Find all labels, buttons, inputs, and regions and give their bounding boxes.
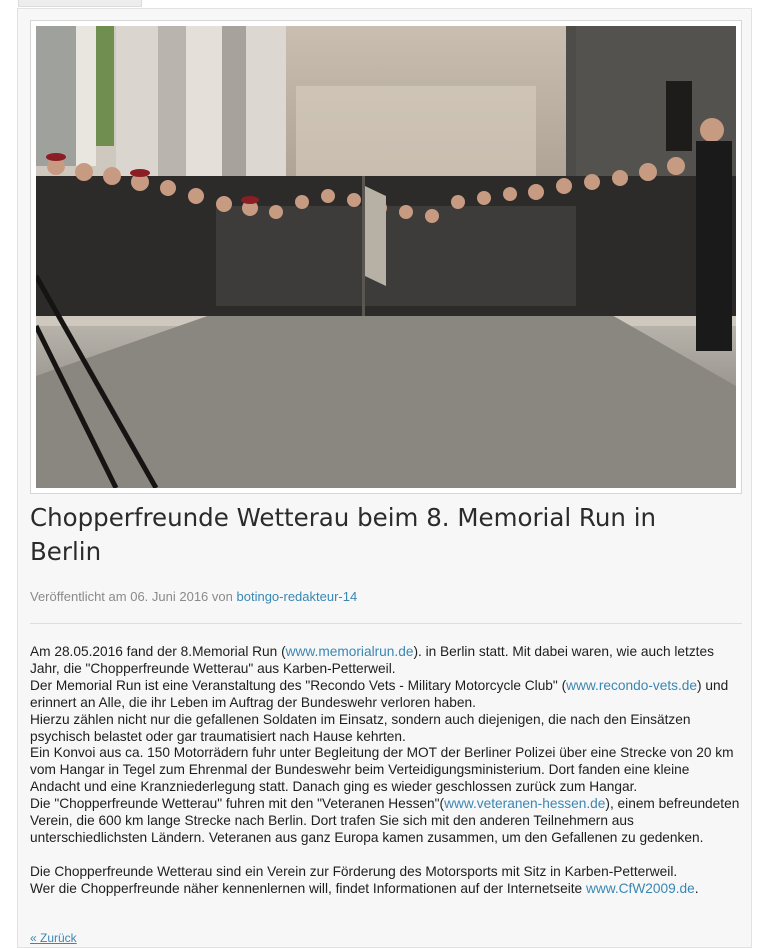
text-run: ) und erinnert an Alle, die ihr Leben im Auftrag der Bundeswehr verloren haben. (30, 677, 729, 710)
text-run: ), einem befreundeten Verein, die 600 km lange Strecke nach Berlin. Dort trafen Sie sich mit den anderen Teilnehmern aus unterschiedlichsten Ländern. Veteranen aus ganz Europa kamen zusammen, um den Gefallenen zu gedenken. (30, 796, 740, 845)
text-run: Ein Konvoi aus ca. 150 Motorrädern fuhr unter Begleitung der MOT der Berliner Polizei über eine Strecke von 20 km vom Hangar in Tegel zum Ehrenmal der Bundeswehr beim Verteidigungsministerium. Dort fanden eine kleine Andacht und eine Kranzniederlegung statt. Danach ging es wieder geschlossen zurück zum Hangar. (30, 745, 734, 795)
text-run: Die Chopperfreunde Wetterau sind ein Verein zur Förderung des Motorsports mit Sitz in Karben-Petterweil. (30, 863, 678, 879)
text-run: ). in Berlin statt. Mit dabei waren, wie auch letztes Jahr, die "Chopperfreunde Wetterau" aus Karben-Petterweil. (30, 644, 714, 676)
published-label: Veröffentlicht am (30, 589, 127, 604)
paragraph-1 (30, 644, 742, 847)
published-date: 06. Juni 2016 (130, 589, 209, 604)
text-run: Hierzu zählen nicht nur die gefallenen Soldaten im Einsatz, sondern auch diejenigen, die nach den Einsätzen psychisch belastet oder gar traumatisiert nach Hause kehrten. (30, 711, 691, 744)
text-run: Am 28.05.2016 fand der 8.Memorial Run ( (30, 644, 286, 659)
paragraph-2 (30, 864, 742, 898)
link-recondo-vets[interactable]: www.recondo-vets.de (566, 677, 698, 693)
text-run: . (694, 880, 699, 896)
top-tab[interactable] (18, 0, 142, 7)
by-label: von (211, 589, 233, 604)
author-link[interactable]: botingo-redakteur-14 (236, 589, 358, 604)
article-body (30, 644, 742, 898)
link-cfw2009[interactable]: www.CfW2009.de (585, 880, 695, 896)
article-card (17, 8, 752, 948)
article-meta (30, 589, 357, 604)
article-title: Chopperfreunde Wetterau beim 8. Memorial Run in Berlin (30, 503, 657, 566)
text-run: Die "Chopperfreunde Wetterau" fuhren mit den "Veteranen Hessen"( (30, 796, 445, 812)
link-memorialrun[interactable]: www.memorialrun.de (285, 644, 414, 659)
text-run: Der Memorial Run ist eine Veranstaltung des "Recondo Vets - Military Motorcycle Club" ( (30, 677, 567, 693)
memorial-photo (36, 26, 736, 488)
text-run: Wer die Chopperfreunde näher kennenlernen will, findet Informationen auf der Internetseite (30, 880, 586, 896)
divider (30, 623, 742, 624)
link-veteranen-hessen[interactable]: www.veteranen-hessen.de (444, 796, 606, 812)
article-image[interactable] (30, 20, 742, 494)
back-link[interactable]: « Zurück (30, 931, 77, 945)
